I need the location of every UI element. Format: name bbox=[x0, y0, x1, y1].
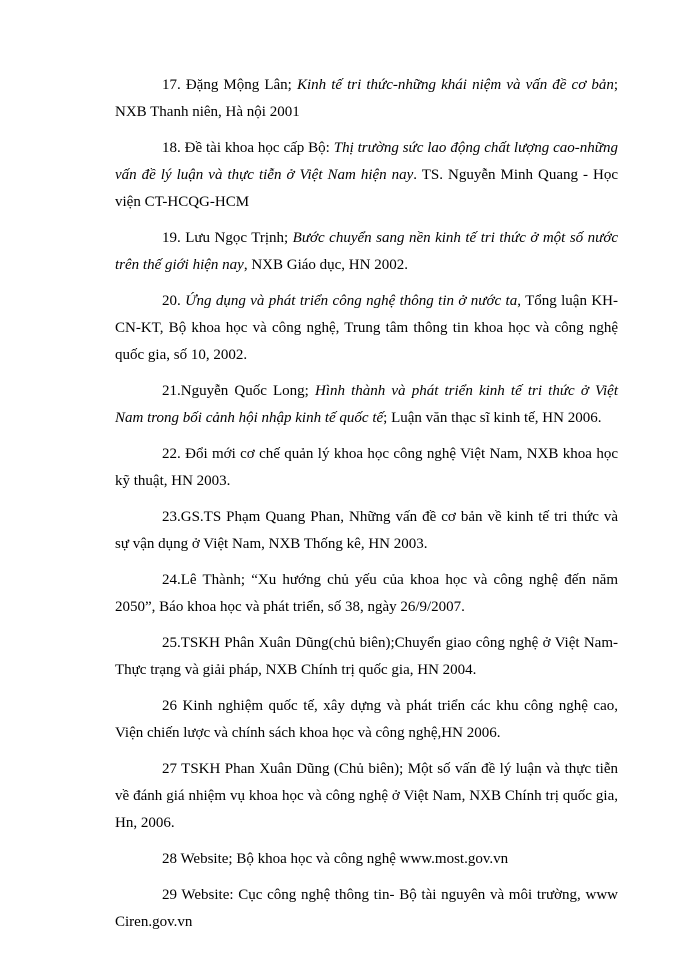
reference-item bbox=[115, 756, 618, 837]
reference-text: 22. Đổi mới cơ chế quản lý khoa học công nghệ Việt Nam, NXB khoa học kỹ thuật, HN 2003. bbox=[115, 446, 618, 489]
reference-item bbox=[115, 441, 618, 495]
reference-text: 29 Website: Cục công nghệ thông tin- Bộ tài nguyên và môi trường, www Ciren.gov.vn bbox=[115, 887, 618, 930]
reference-text: 25.TSKH Phân Xuân Dũng(chủ biên);Chuyển giao công nghệ ở Việt Nam- Thực trạng và giải pháp, NXB Chính trị quốc gia, HN 2004. bbox=[115, 635, 618, 678]
reference-item bbox=[115, 225, 618, 279]
reference-item bbox=[115, 135, 618, 216]
reference-item bbox=[115, 630, 618, 684]
reference-item bbox=[115, 882, 618, 936]
reference-text: 23.GS.TS Phạm Quang Phan, Những vấn đề cơ bản về kinh tế tri thức và sự vận dụng ở Việt Nam, NXB Thống kê, HN 2003. bbox=[115, 509, 618, 552]
reference-text: , Tổng luận KH-CN-KT, Bộ khoa học và công nghệ, Trung tâm thông tin khoa học và công nghệ quốc gia, số 10, 2002. bbox=[115, 293, 618, 363]
reference-item bbox=[115, 567, 618, 621]
reference-list bbox=[115, 72, 618, 945]
reference-text: ; Luận văn thạc sĩ kinh tế, HN 2006. bbox=[383, 410, 602, 426]
reference-text: 24.Lê Thành; “Xu hướng chủ yếu của khoa học và công nghệ đến năm 2050”, Báo khoa học và phát triển, số 38, ngày 26/9/2007. bbox=[115, 572, 618, 615]
reference-item bbox=[115, 504, 618, 558]
reference-item bbox=[115, 288, 618, 369]
reference-text: 17. Đặng Mộng Lân; bbox=[162, 77, 297, 93]
reference-item bbox=[115, 72, 618, 126]
reference-item bbox=[115, 378, 618, 432]
reference-text: , NXB Giáo dục, HN 2002. bbox=[243, 257, 408, 273]
reference-item bbox=[115, 693, 618, 747]
reference-item bbox=[115, 846, 618, 873]
reference-text: 21.Nguyễn Quốc Long; bbox=[162, 383, 315, 399]
reference-title-italic: Hình thành và phát triển kinh tế tri thức ở Việt Nam trong bối cảnh hội nhập kinh tế quốc tế bbox=[115, 383, 619, 426]
reference-text: 28 Website; Bộ khoa học và công nghệ www.most.gov.vn bbox=[162, 851, 509, 867]
reference-title-italic: Ứng dụng và phát triển công nghệ thông tin ở nước ta bbox=[185, 293, 518, 309]
reference-title-italic: Kinh tế tri thức-những khái niệm và vấn đề cơ bản bbox=[296, 77, 614, 93]
reference-text: . TS. Nguyễn Minh Quang - Học viện CT-HCQG-HCM bbox=[115, 167, 618, 210]
reference-title-italic: Thị trường sức lao động chất lượng cao-những vấn đề lý luận và thực tiễn ở Việt Nam hiện nay bbox=[115, 140, 618, 183]
reference-text: 27 TSKH Phan Xuân Dũng (Chủ biên); Một số vấn đề lý luận và thực tiễn về đánh giá nhiệm vụ khoa học và công nghệ ở Việt Nam, NXB Chính trị quốc gia, Hn, 2006. bbox=[115, 761, 618, 831]
reference-title-italic: Bước chuyển sang nền kinh tế tri thức ở một số nước trên thế giới hiện nay bbox=[115, 230, 618, 273]
reference-text: 26 Kinh nghiệm quốc tế, xây dựng và phát triển các khu công nghệ cao, Viện chiến lược và chính sách khoa học và công nghệ,HN 2006. bbox=[115, 698, 618, 741]
reference-text: 18. Đề tài khoa học cấp Bộ: bbox=[162, 140, 334, 156]
reference-text: ; NXB Thanh niên, Hà nội 2001 bbox=[115, 77, 618, 120]
reference-text: 20. bbox=[162, 293, 186, 309]
reference-text: 19. Lưu Ngọc Trịnh; bbox=[162, 230, 293, 246]
